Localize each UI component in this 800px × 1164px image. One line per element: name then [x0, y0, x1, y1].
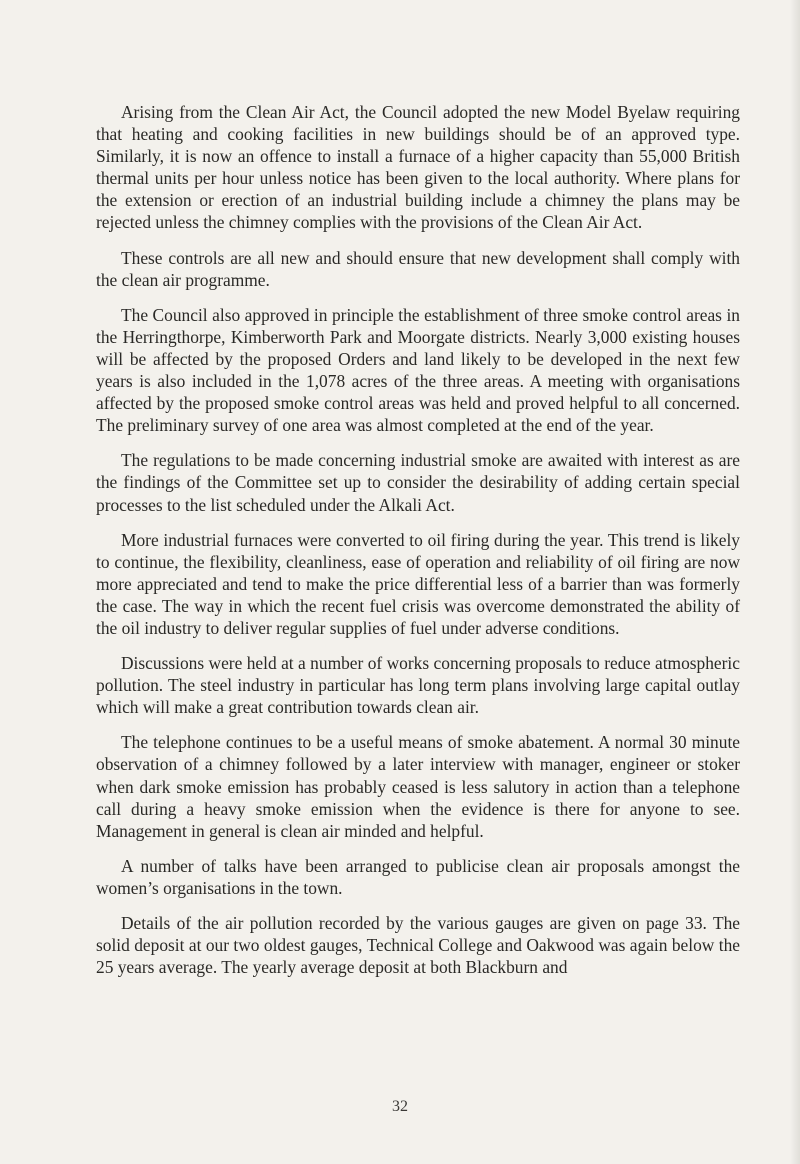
paragraph-smoke-control-areas: The Council also approved in principle the establishment of three smoke control areas in the Herringthorpe, Kimberworth Park and Moorgate districts. Nearly 3,000 existing houses will be affected by the proposed Orders and land likely to be developed in the next few years is also included in the 1,078 acres of the three areas. A meeting with organisations affected by the proposed smoke control areas was held and proved helpful to all concerned. The preliminary survey of one area was almost completed at the end of the year.	[96, 304, 740, 436]
paragraph-works-discussions: Discussions were held at a number of works concerning proposals to reduce atmospheric pollution. The steel industry in particular has long term plans involving large capital outlay which will make a great contribution towards clean air.	[96, 653, 740, 718]
paragraph-industrial-smoke-regulations: The regulations to be made concerning industrial smoke are awaited with interest as are the findings of the Committee set up to consider the desirability of adding certain special processes to the list scheduled under the Alkali Act.	[96, 450, 740, 515]
page-edge-shadow	[790, 0, 800, 1164]
paragraph-gauges: Details of the air pollution recorded by the various gauges are given on page 33. The solid deposit at our two oldest gauges, Technical College and Oakwood was again below the 25 years average. The yearly average deposit at both Blackburn and	[96, 913, 740, 978]
body-text	[96, 101, 740, 991]
paragraph-new-controls: These controls are all new and should ensure that new development shall comply with the clean air programme.	[96, 247, 740, 290]
paragraph-talks: A number of talks have been arranged to publicise clean air proposals amongst the women’s organisations in the town.	[96, 855, 740, 898]
page-number: 32	[392, 1098, 408, 1115]
paragraph-oil-firing: More industrial furnaces were converted to oil firing during the year. This trend is likely to continue, the flexibility, cleanliness, ease of operation and reliability of oil firing are now more appreciated and tend to make the price differential less of a barrier than was formerly the case. The way in which the recent fuel crisis was overcome demonstrated the ability of the oil industry to deliver regular supplies of fuel under adverse conditions.	[96, 529, 740, 638]
paragraph-telephone-abatement: The telephone continues to be a useful means of smoke abatement. A normal 30 minute observation of a chimney followed by a later interview with manager, engineer or stoker when dark smoke emission has probably ceased is less salutory in action than a telephone call during a heavy smoke emission when the evidence is there for anyone to see. Management in general is clean air minded and helpful.	[96, 732, 740, 841]
paragraph-clean-air-act-byelaw: Arising from the Clean Air Act, the Council adopted the new Model Byelaw requiring that heating and cooking facilities in new buildings should be of an approved type. Similarly, it is now an offence to install a furnace of a higher capacity than 55,000 British thermal units per hour unless notice has been given to the local authority. Where plans for the extension or erection of an industrial building include a chimney the plans may be rejected unless the chimney complies with the provisions of the Clean Air Act.	[96, 102, 740, 233]
